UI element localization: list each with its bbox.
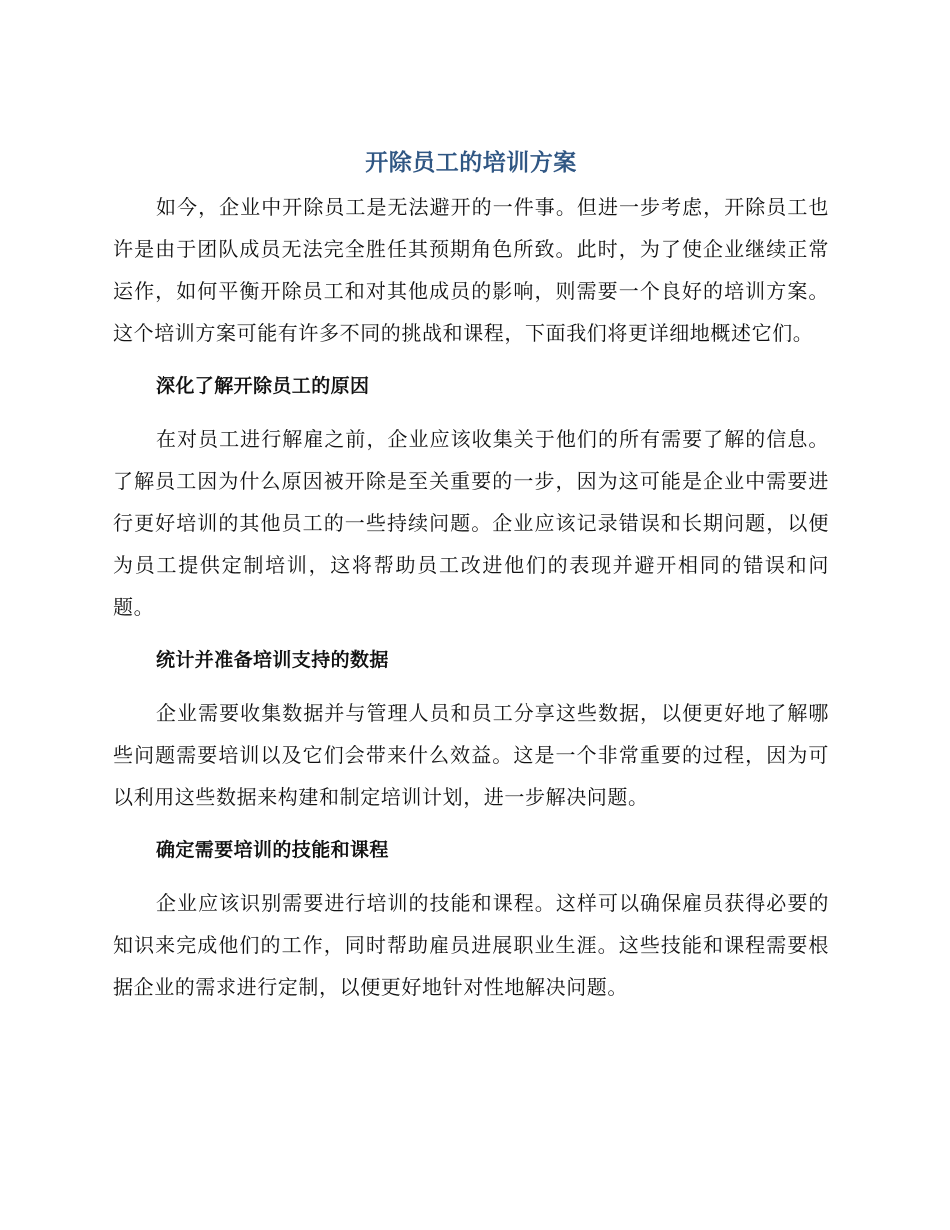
section-gap (113, 818, 829, 829)
section-body-data: 企业需要收集数据并与管理人员和员工分享这些数据，以便更好地了解哪些问题需要培训以及它们会带来什么效益。这是一个非常重要的过程，因为可以利用这些数据来构建和制定培训计划，进一步解决问题。 (113, 701, 829, 809)
section-heading-skills: 确定需要培训的技能和课程 (156, 839, 389, 861)
document-title: 开除员工的培训方案 (365, 150, 577, 176)
section-gap (113, 354, 829, 365)
section-body-skills: 企业应该识别需要进行培训的技能和课程。这样可以确保雇员获得必要的知识来完成他们的工作，同时帮助雇员进展职业生涯。这些技能和课程需要根据企业的需求进行定制，以便更好地针对性地解决问题。 (113, 891, 829, 999)
section-heading-reasons: 深化了解开除员工的原因 (156, 375, 370, 397)
section-heading-data: 统计并准备培训支持的数据 (156, 649, 389, 671)
section-gap (113, 407, 829, 418)
section-gap (113, 628, 829, 639)
section-body-reasons: 在对员工进行解雇之前，企业应该收集关于他们的所有需要了解的信息。了解员工因为什么原因被开除是至关重要的一步，因为这可能是企业中需要进行更好培训的其他员工的一些持续问题。企业应该记录错误和长期问题，以便为员工提供定制培训，这将帮助员工改进他们的表现并避开相同的错误和问题。 (113, 427, 829, 619)
document-content (113, 144, 829, 1008)
intro-paragraph: 如今，企业中开除员工是无法避开的一件事。但进一步考虑，开除员工也许是由于团队成员无法完全胜任其预期角色所致。此时，为了使企业继续正常运作，如何平衡开除员工和对其他成员的影响，则需要一个良好的培训方案。这个培训方案可能有许多不同的挑战和课程，下面我们将更详细地概述它们。 (113, 195, 829, 345)
section-gap (113, 681, 829, 692)
section-gap (113, 871, 829, 882)
